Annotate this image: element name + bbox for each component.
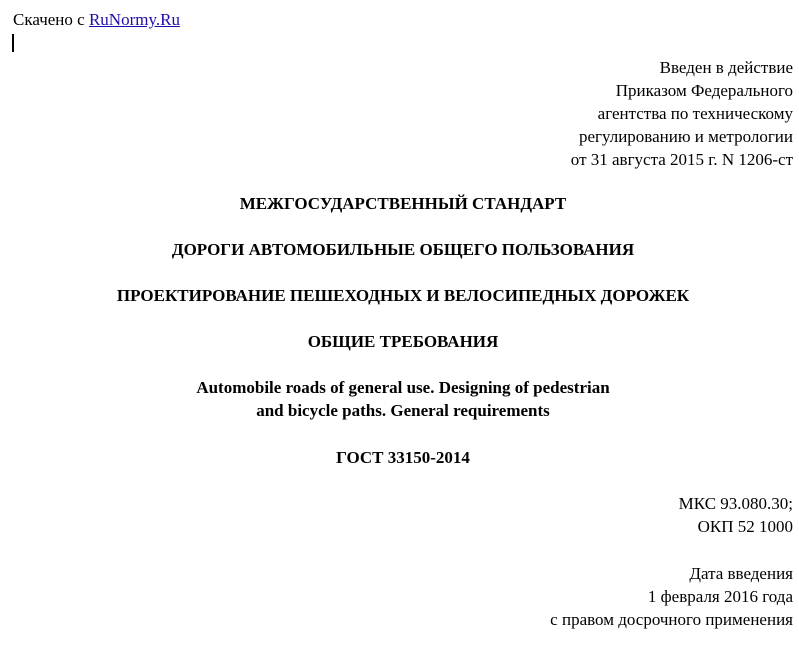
intro-date-line: с правом досрочного применения	[550, 610, 793, 629]
title-line-2: ПРОЕКТИРОВАНИЕ ПЕШЕХОДНЫХ И ВЕЛОСИПЕДНЫХ ДОРОЖЕК	[116, 286, 690, 305]
classifiers-block	[679, 492, 793, 538]
intro-date-block	[550, 562, 793, 631]
intro-date-line: 1 февраля 2016 года	[647, 587, 793, 606]
approval-line: от 31 августа 2015 г. N 1206-ст	[570, 150, 793, 169]
classifier-line: МКС 93.080.30;	[678, 494, 793, 513]
title-line-3: ОБЩИЕ ТРЕБОВАНИЯ	[307, 332, 499, 351]
approval-block	[571, 56, 793, 171]
intro-date-line: Дата введения	[689, 564, 793, 583]
english-title-line: Automobile roads of general use. Designing of pedestrian	[196, 378, 610, 397]
gost-number: ГОСТ 33150-2014	[336, 448, 470, 467]
approval-line: Приказом Федерального	[615, 81, 793, 100]
classifier-line: ОКП 52 1000	[697, 517, 793, 536]
source-line	[13, 8, 180, 31]
source-link[interactable]: RuNormy.Ru	[88, 10, 180, 29]
english-title-line: and bicycle paths. General requirements	[256, 401, 550, 420]
approval-line: регулированию и метрологии	[578, 127, 793, 146]
approval-line: агентства по техническому	[597, 104, 793, 123]
title-line-1: ДОРОГИ АВТОМОБИЛЬНЫЕ ОБЩЕГО ПОЛЬЗОВАНИЯ	[171, 240, 635, 259]
text-cursor	[12, 34, 14, 52]
source-prefix: Скачено с	[13, 10, 89, 29]
english-title	[0, 376, 799, 422]
standard-type-heading: МЕЖГОСУДАРСТВЕННЫЙ СТАНДАРТ	[239, 194, 567, 213]
approval-line: Введен в действие	[659, 58, 793, 77]
